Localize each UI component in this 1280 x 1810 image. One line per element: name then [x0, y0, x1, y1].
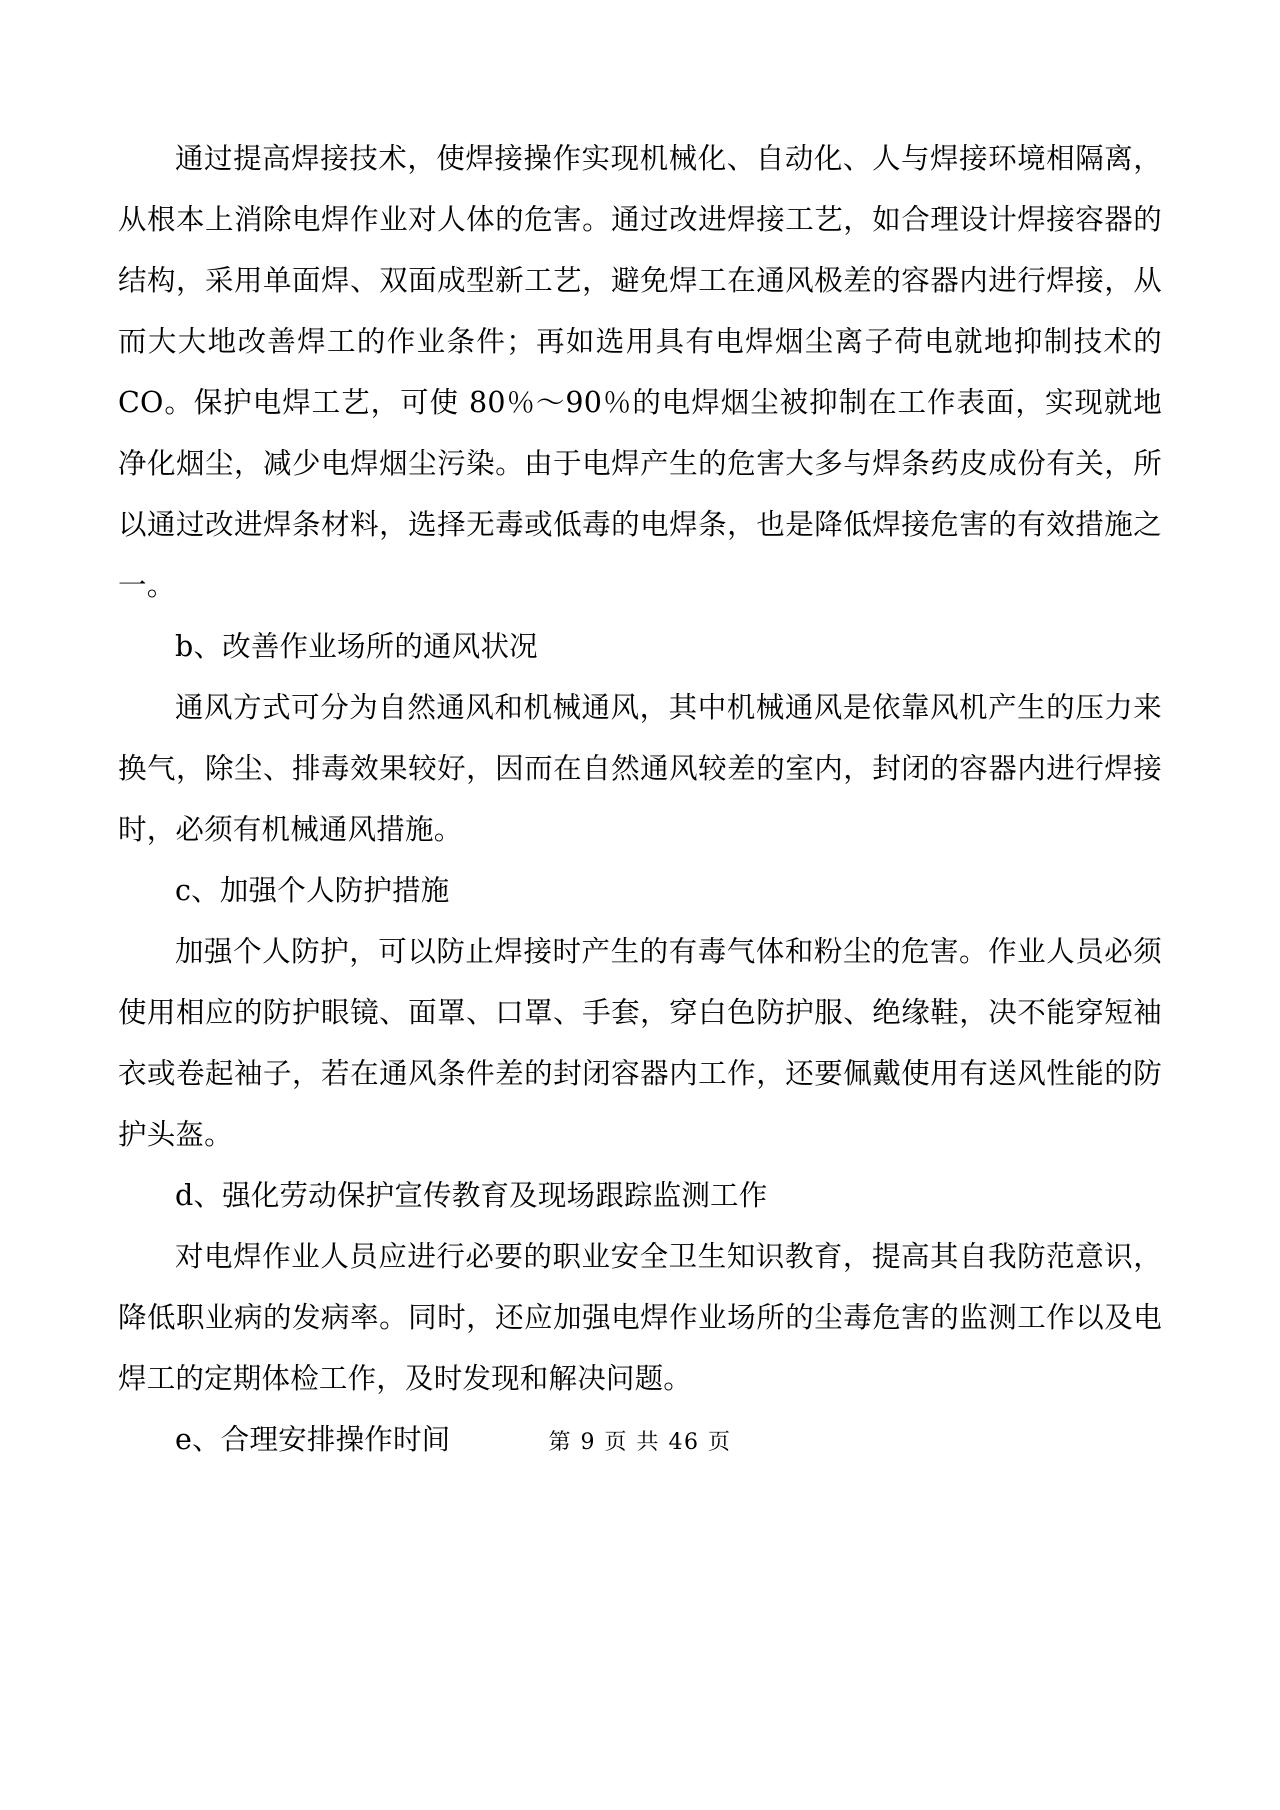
page-footer: 第 9 页 共 46 页 [548, 1430, 732, 1455]
paragraph-1: 通过提高焊接技术，使焊接操作实现机械化、自动化、人与焊接环境相隔离，从根本上消除电焊作业对人体的危害。通过改进焊接工艺，如合理设计焊接容器的结构，采用单面焊、双面成型新工艺，避免焊工在通风极差的容器内进行焊接，从而大大地改善焊工的作业条件；再如选用具有电焊烟尘离子荷电就地抑制技术的 CO。保护电焊工艺，可使 80％～90％的电焊烟尘被抑制在工作表面，实现就地净化烟尘，减少电焊烟尘污染。由于电焊产生的危害大多与焊条药皮成份有关，所以通过改进焊条材料，选择无毒或低毒的电焊条，也是降低焊接危害的有效措施之一。 [118, 142, 1162, 602]
paragraph-5: 加强个人防护，可以防止焊接时产生的有毒气体和粉尘的危害。作业人员必须使用相应的防护眼镜、面罩、口罩、手套，穿白色防护服、绝缘鞋，决不能穿短袖衣或卷起袖子，若在通风条件差的封闭容器内工作，还要佩戴使用有送风性能的防护头盔。 [118, 935, 1162, 1151]
paragraph-8: e、合理安排操作时间 [175, 1423, 451, 1456]
paragraph-4: c、加强个人防护措施 [175, 874, 450, 907]
page-body [118, 128, 1162, 1470]
paragraph-2: b、改善作业场所的通风状况 [175, 630, 538, 663]
paragraph-6: d、强化劳动保护宣传教育及现场跟踪监测工作 [175, 1179, 768, 1212]
paragraph-3: 通风方式可分为自然通风和机械通风，其中机械通风是依靠风机产生的压力来换气，除尘、排毒效果较好，因而在自然通风较差的室内，封闭的容器内进行焊接时，必须有机械通风措施。 [118, 691, 1162, 846]
paragraph-7: 对电焊作业人员应进行必要的职业安全卫生知识教育，提高其自我防范意识，降低职业病的发病率。同时，还应加强电焊作业场所的尘毒危害的监测工作以及电焊工的定期体检工作，及时发现和解决问题。 [118, 1240, 1162, 1395]
